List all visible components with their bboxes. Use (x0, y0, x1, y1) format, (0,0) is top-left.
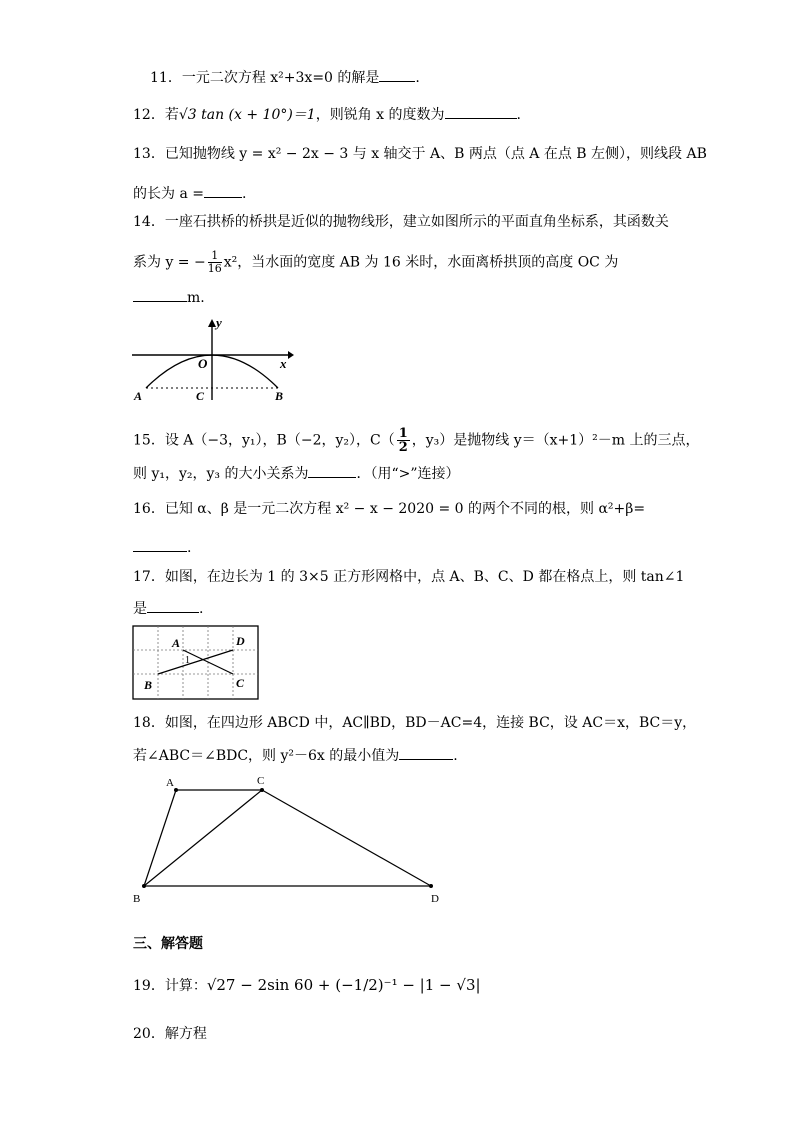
question-unit: m. (187, 290, 205, 306)
label-d: D (236, 634, 245, 648)
question-text: 若∠ABC＝∠BDC，则 y²－6x 的最小值为 (133, 748, 400, 764)
fraction-denominator: 2 (398, 440, 408, 455)
question-number: 12． (133, 107, 165, 123)
point-a (174, 788, 178, 792)
label-b: B (275, 389, 284, 403)
question-text: 的长为 a = (133, 186, 204, 202)
section-heading: 三、解答题 (133, 936, 203, 952)
point-c (260, 788, 264, 792)
math-expression: √3 tan (x + 10°)＝1 (178, 107, 316, 123)
y-axis-arrow-icon (208, 319, 216, 327)
label-y: y (216, 315, 222, 330)
question-text: 则 y₁，y₂，y₃ 的大小关系为 (133, 466, 309, 482)
question-14-line1 (133, 213, 669, 231)
question-text: 一元二次方程 x²+3x=0 的解是 (181, 70, 380, 86)
question-14-line3 (133, 287, 205, 307)
question-16-line1 (133, 500, 645, 518)
grid-svg (132, 625, 260, 701)
question-tail: . (241, 186, 247, 202)
question-17-line1 (133, 568, 684, 586)
segment-cd (262, 790, 431, 886)
answer-blank (445, 104, 517, 119)
question-18-line1 (133, 714, 696, 732)
question-pre: 若 (164, 107, 179, 123)
question-text: x²，当水面的宽度 AB 为 16 米时，水面离桥拱顶的高度 OC 为 (223, 254, 619, 271)
question-label: 解方程 (164, 1026, 207, 1042)
answer-blank (204, 183, 242, 198)
question-number: 19． (133, 978, 165, 994)
question-text: ，则锐角 x 的度数为 (315, 107, 445, 123)
figure-grid (132, 625, 260, 705)
question-text: 设 A（−3，y₁），B（−2，y₂），C（ (164, 432, 395, 449)
label-o: O (198, 356, 208, 371)
question-number: 17． (133, 569, 165, 585)
question-tail: . (415, 70, 420, 86)
label-b: B (133, 893, 141, 905)
question-13-line1 (133, 145, 707, 163)
label-angle-1: 1 (185, 655, 190, 666)
question-13-line2 (133, 183, 246, 203)
question-20 (133, 1025, 207, 1043)
question-number: 13． (133, 146, 165, 162)
point-b (142, 884, 146, 888)
label-x: x (280, 356, 287, 371)
math-expression: √27 − 2sin 60 + (−1/2)⁻¹ − |1 − √3| (206, 976, 481, 994)
label-a: A (172, 636, 181, 650)
question-16-line2 (133, 537, 191, 557)
answer-blank (308, 463, 356, 478)
label-c: C (236, 676, 245, 690)
arch-bridge-svg (128, 312, 298, 404)
question-text: 已知抛物线 y = x² − 2x − 3 与 x 轴交于 A、B 两点（点 A 在点 B 左侧），则线段 AB (164, 146, 707, 162)
question-tail: . (199, 601, 204, 617)
question-text: 已知 α、β 是一元二次方程 x² − x − 2020 = 0 的两个不同的根，则 α²+β= (164, 501, 646, 517)
question-tail: . (516, 107, 521, 123)
question-14-line2 (133, 250, 618, 275)
question-text: ．（用“>”连接） (356, 466, 460, 482)
question-text: 如图，在四边形 ABCD 中，AC∥BD，BD－AC=4，连接 BC，设 AC＝x，BC＝y， (164, 715, 697, 731)
quadrilateral-svg (128, 772, 448, 906)
fraction (208, 250, 222, 275)
question-number: 11． (150, 70, 182, 86)
fraction-numerator: 1 (398, 426, 408, 441)
figure-quadrilateral (128, 772, 448, 910)
point-d (429, 884, 433, 888)
segment-ab (144, 790, 176, 886)
answer-blank (133, 537, 187, 552)
answer-blank (133, 287, 187, 302)
question-text: 系为 y = − (133, 254, 206, 271)
segment-bc (144, 790, 262, 886)
question-number: 18． (133, 715, 165, 731)
question-tail: . (187, 540, 192, 556)
label-a: A (134, 389, 143, 403)
question-number: 16． (133, 501, 165, 517)
question-15-line2 (133, 463, 460, 483)
question-11 (150, 67, 420, 87)
label-a: A (166, 777, 174, 789)
question-text: 是 (133, 601, 147, 617)
figure-arch-bridge (128, 312, 298, 408)
fraction (397, 427, 410, 454)
label-b: B (144, 678, 153, 692)
x-axis-arrow-icon (288, 351, 294, 359)
question-12 (133, 104, 521, 124)
question-label: 计算： (164, 978, 207, 994)
question-text: ，y₃）是抛物线 y＝（x+1）²－m 上的三点， (411, 432, 700, 449)
question-19 (133, 976, 481, 995)
question-number: 14． (133, 214, 165, 230)
label-d: D (431, 893, 439, 905)
answer-blank (399, 745, 453, 760)
question-text: 一座石拱桥的桥拱是近似的抛物线形，建立如图所示的平面直角坐标系，其函数关 (164, 214, 669, 230)
question-number: 15． (133, 432, 165, 449)
question-number: 20． (133, 1026, 165, 1042)
answer-blank (147, 598, 199, 613)
question-15-line1 (133, 427, 700, 454)
question-tail: . (453, 748, 458, 764)
label-c: C (196, 389, 205, 403)
question-18-line2 (133, 745, 458, 765)
question-17-line2 (133, 598, 203, 618)
segment-bd (158, 650, 233, 674)
fraction-denominator: 16 (207, 262, 222, 275)
question-text: 如图，在边长为 1 的 3×5 正方形网格中，点 A、B、C、D 都在格点上，则 tan∠1 (164, 569, 685, 585)
label-c: C (257, 775, 265, 787)
fraction-numerator: 1 (208, 250, 222, 263)
answer-blank (379, 67, 415, 82)
